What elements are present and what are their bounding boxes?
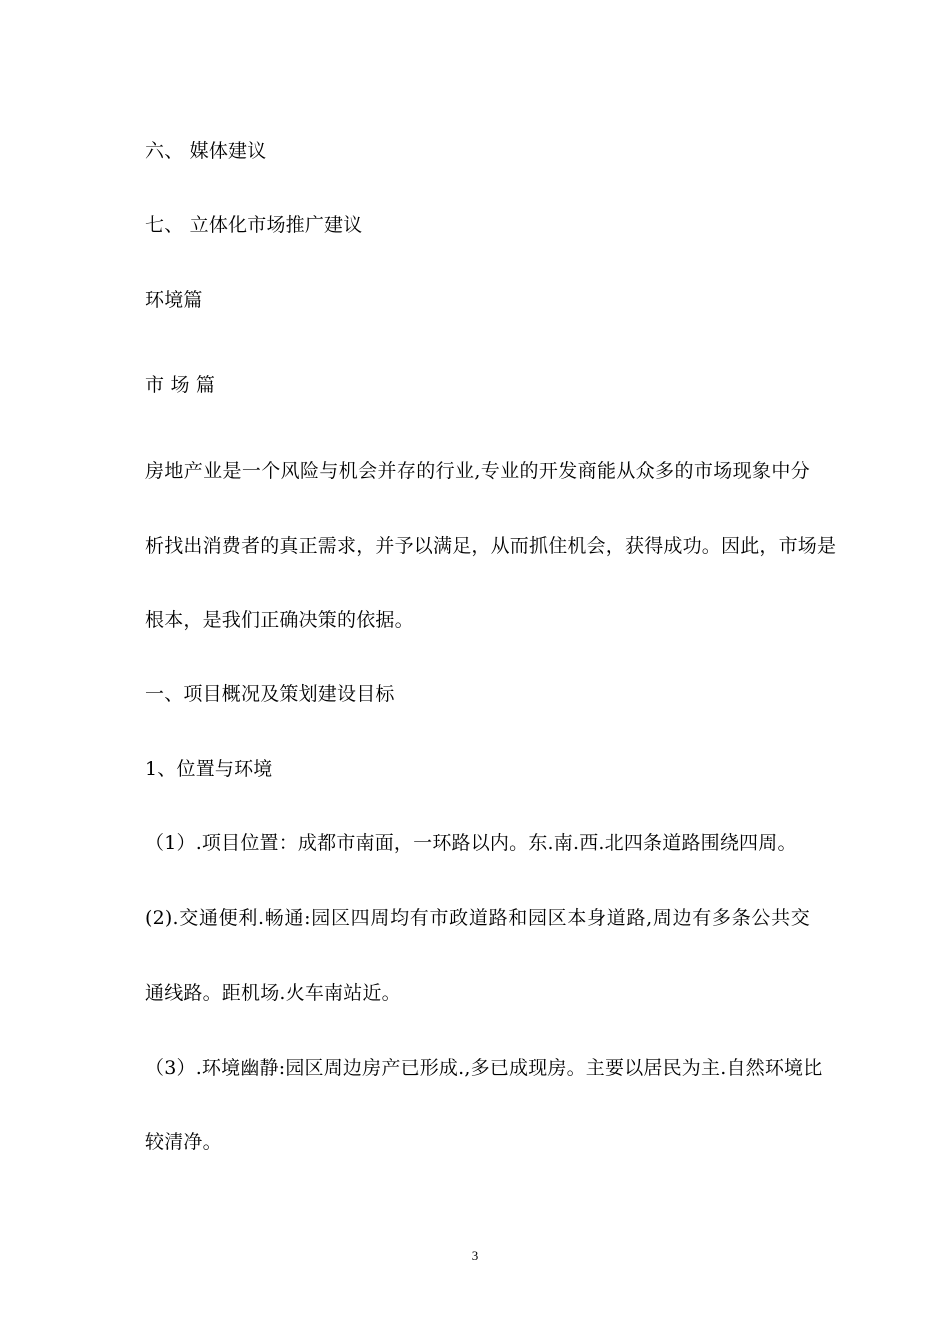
page-number: 3 (471, 1248, 479, 1263)
item-transportation-line-2: 通线路。距机场.火车南站近。 (145, 982, 401, 1004)
heading-project-overview: 一、项目概况及策划建设目标 (145, 683, 395, 705)
paragraph-market-line-3: 根本，是我们正确决策的依据。 (145, 609, 414, 631)
item-environment-line-2: 较清净。 (145, 1131, 222, 1153)
toc-item-media-suggestion: 六、 媒体建议 (145, 140, 267, 162)
section-heading-environment: 环境篇 (145, 289, 203, 311)
paragraph-market-line-2: 析找出消费者的真正需求，并予以满足，从而抓住机会，获得成功。因此，市场是 (145, 535, 837, 557)
subheading-location-environment: 1、位置与环境 (145, 758, 273, 780)
item-project-location: （1）.项目位置：成都市南面，一环路以内。东.南.西.北四条道路围绕四周。 (145, 832, 797, 854)
paragraph-market-line-1: 房地产业是一个风险与机会并存的行业,专业的开发商能从众多的市场现象中分 (145, 460, 810, 482)
item-environment-line-1: （3）.环境幽静:园区周边房产已形成.,多已成现房。主要以居民为主.自然环境比 (145, 1057, 823, 1079)
section-heading-market: 市 场 篇 (145, 374, 216, 396)
toc-item-market-promotion-suggestion: 七、 立体化市场推广建议 (145, 214, 363, 236)
item-transportation-line-1: (2).交通便利.畅通:园区四周均有市政道路和园区本身道路,周边有多条公共交 (145, 907, 810, 929)
